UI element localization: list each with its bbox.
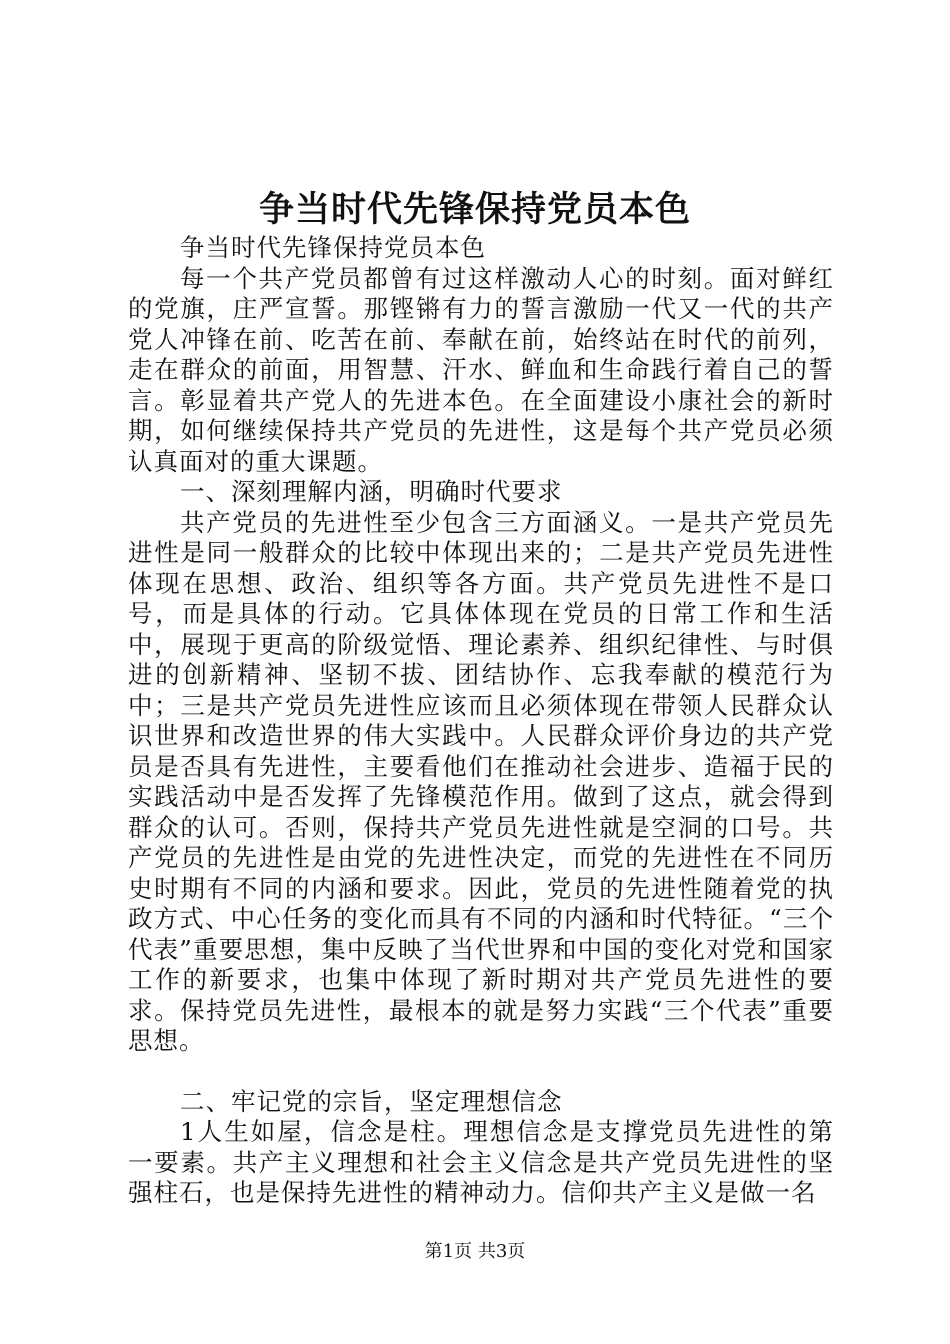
subtitle-paragraph: 争当时代先锋保持党员本色 (180, 233, 486, 262)
section-heading-1: 一、深刻理解内涵，明确时代要求 (180, 477, 563, 506)
section-2-paragraph: 1人生如屋，信念是柱。理想信念是支撑党员先进性的第一要素。共产主义理想和社会主义信念是共产党员先进性的坚强柱石，也是保持先进性的精神动力。信仰共产主义是做一名 (128, 1117, 834, 1207)
section-1-paragraph: 共产党员的先进性至少包含三方面涵义。一是共产党员先进性是同一般群众的比较中体现出来的；二是共产党员先进性体现在思想、政治、组织等各方面。共产党员先进性不是口号，而是具体的行动。它具体体现在党员的日常工作和生活中，展现于更高的阶级觉悟、理论素养、组织纪律性、与时俱进的创新精神、坚韧不拔、团结协作、忘我奉献的模范行为中；三是共产党员先进性应该而且必须体现在带领人民群众认识世界和改造世界的伟大实践中。人民群众评价身边的共产党员是否具有先进性，主要看他们在推动社会进步、造福于民的实践活动中是否发挥了先锋模范作用。做到了这点，就会得到群众的认可。否则，保持共产党员先进性就是空洞的口号。共产党员的先进性是由党的先进性决定，而党的先进性在不同历史时期有不同的内涵和要求。因此，党员的先进性随着党的执政方式、中心任务的变化而具有不同的内涵和时代特征。“三个代表”重要思想，集中反映了当代世界和中国的变化对党和国家工作的新要求，也集中体现了新时期对共产党员先进性的要求。保持党员先进性，最根本的就是努力实践“三个代表”重要思想。 (128, 507, 834, 1055)
document-title: 争当时代先锋保持党员本色 (258, 189, 691, 230)
section-heading-2: 二、牢记党的宗旨，坚定理想信念 (180, 1086, 563, 1116)
page-footer: 第1页 共3页 (424, 1241, 526, 1262)
intro-paragraph: 每一个共产党员都曾有过这样激动人心的时刻。面对鲜红的党旗，庄严宣誓。那铿锵有力的誓言激励一代又一代的共产党人冲锋在前、吃苦在前、奉献在前，始终站在时代的前列，走在群众的前面，用智慧、汗水、鲜血和生命践行着自己的誓言。彰显着共产党人的先进本色。在全面建设小康社会的新时期，如何继续保持共产党员的先进性，这是每个共产党员必须认真面对的重大课题。 (128, 263, 834, 476)
document-body (128, 233, 834, 1209)
